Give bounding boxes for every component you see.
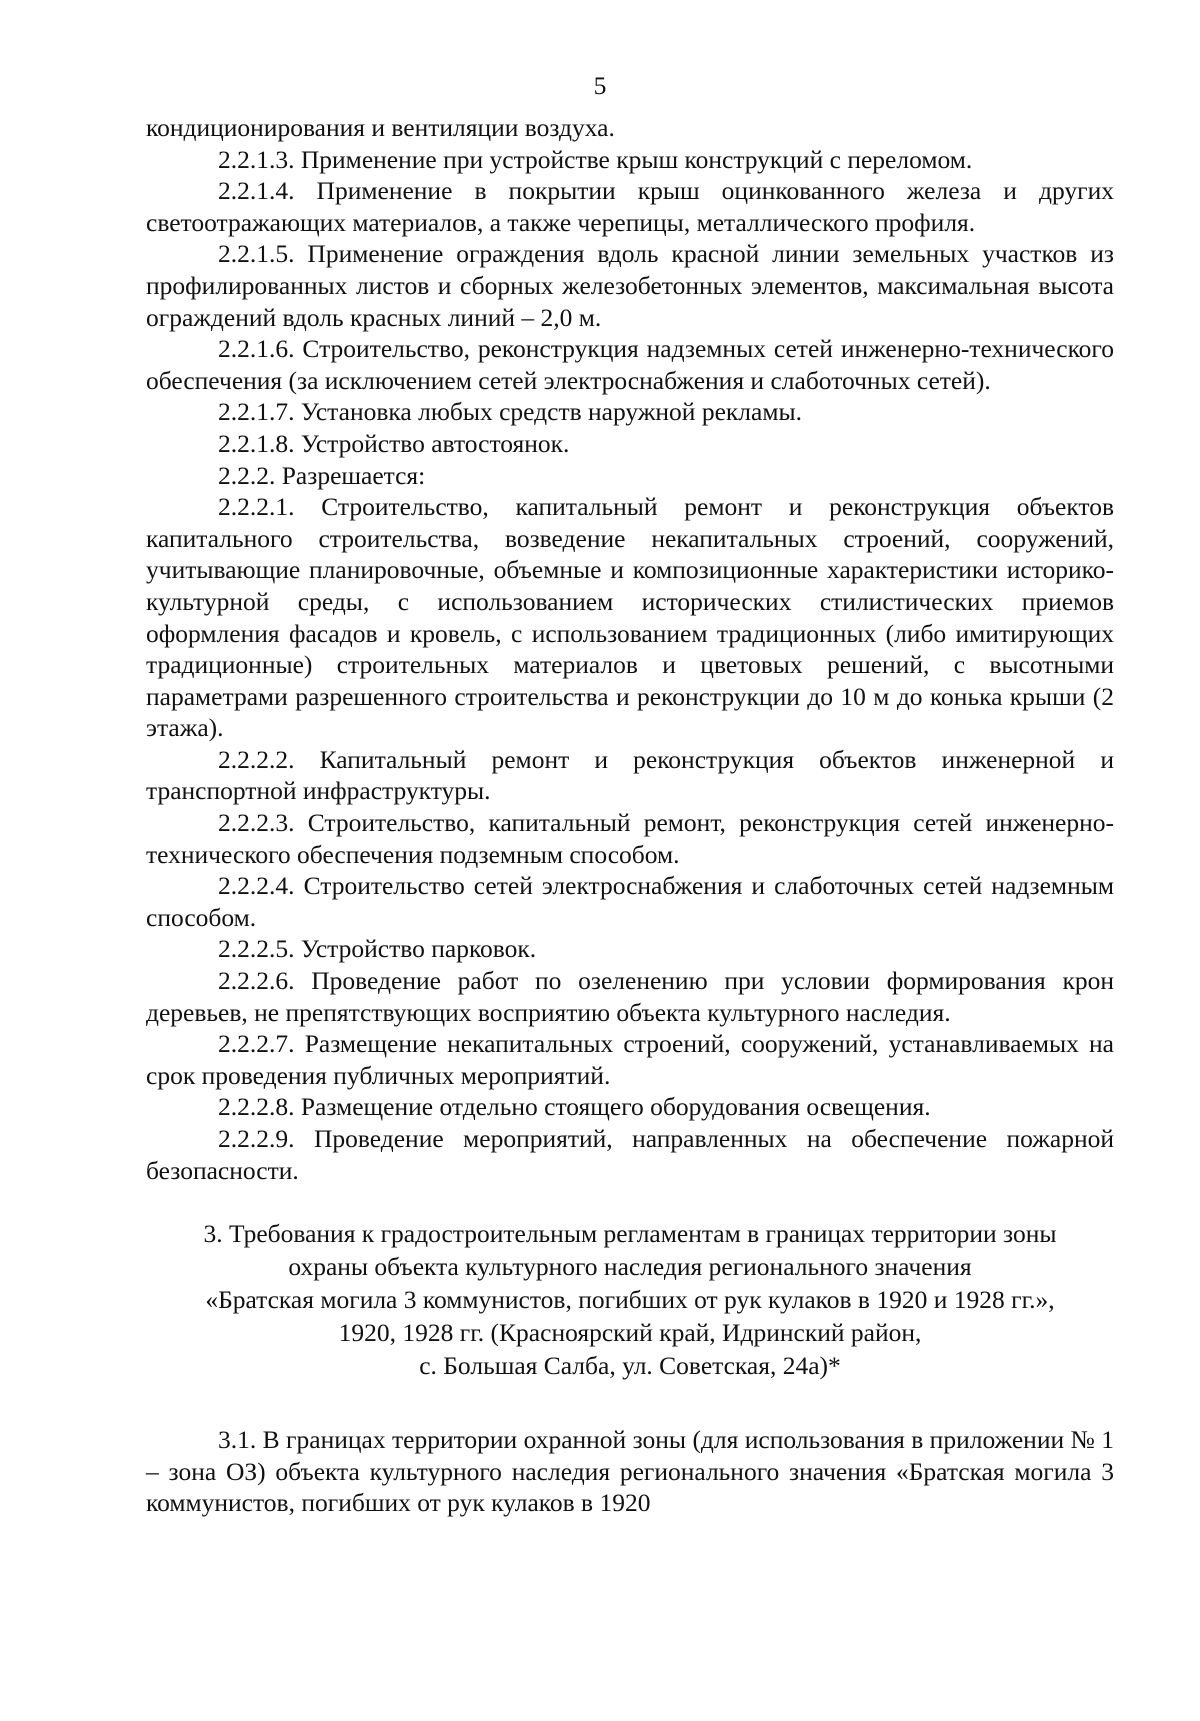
section-heading-line: охраны объекта культурного наследия регионального значения: [288, 1252, 972, 1282]
paragraph-2-2-2-9: 2.2.2.9. Проведение мероприятий, направленных на обеспечение пожарной безопасности.: [146, 1124, 1114, 1185]
paragraph-2-2-2: 2.2.2. Разрешается:: [218, 460, 426, 490]
section-heading: [146, 1217, 1114, 1382]
section-heading-line: с. Большая Салба, ул. Советская, 24а)*: [419, 1351, 841, 1381]
section-heading-line: 1920, 1928 гг. (Красноярский край, Идринский район,: [338, 1318, 922, 1348]
paragraph-2-2-2-4: 2.2.2.4. Строительство сетей электроснабжения и слаботочных сетей надземным способом.: [146, 871, 1114, 932]
paragraph-2-2-1-3: 2.2.1.3. Применение при устройстве крыш конструкций с переломом.: [218, 144, 973, 174]
paragraph-2-2-1-4: 2.2.1.4. Применение в покрытии крыш оцинкованного железа и других светоотражающих материалов, а также черепицы, металлического профиля.: [146, 176, 1114, 237]
section-heading-line: 3. Требования к градостроительным регламентам в границах территории зоны: [203, 1219, 1057, 1249]
section-heading-line: «Братская могила 3 коммунистов, погибших от рук кулаков в 1920 и 1928 гг.»,: [205, 1285, 1055, 1315]
paragraph-2-2-2-8: 2.2.2.8. Размещение отдельно стоящего оборудования освещения.: [218, 1092, 931, 1122]
page-number: 5: [593, 71, 607, 100]
paragraph-2-2-1-7: 2.2.1.7. Установка любых средств наружной рекламы.: [218, 397, 802, 427]
paragraph-2-2-1-5: 2.2.1.5. Применение ограждения вдоль красной линии земельных участков из профилированных листов и сборных железобетонных элементов, максимальная высота ограждений вдоль красных линий – 2,0 м.: [146, 239, 1114, 332]
paragraph-2-2-2-2: 2.2.2.2. Капитальный ремонт и реконструкция объектов инженерной и транспортной инфраструктуры.: [146, 744, 1114, 806]
paragraph-2-2-1-8: 2.2.1.8. Устройство автостоянок.: [218, 428, 570, 458]
paragraph-continuation: кондиционирования и вентиляции воздуха.: [146, 113, 615, 142]
paragraph-2-2-2-5: 2.2.2.5. Устройство парковок.: [218, 934, 537, 964]
paragraph-2-2-2-1: 2.2.2.1. Строительство, капитальный ремонт и реконструкция объектов капитального строительства, возведение некапитальных строений, сооружений, учитывающие планировочные, объемные и композиционные характеристики историко-культурной среды, с использованием исторических стилистических приемов оформления фасадов и кровель, с использованием традиционных (либо имитирующих традиционные) строительных материалов и цветовых решений, с высотными параметрами разрешенного строительства и реконструкции до 10 м до конька крыши (2 этажа).: [146, 492, 1114, 743]
paragraph-3-1: 3.1. В границах территории охранной зоны (для использования в приложении № 1 – зона ОЗ) объекта культурного наследия регионального значения «Братская могила 3 коммунистов, погибших от рук кулаков в 1920: [146, 1425, 1114, 1518]
paragraph-2-2-2-7: 2.2.2.7. Размещение некапитальных строений, сооружений, устанавливаемых на срок проведения публичных мероприятий.: [146, 1029, 1114, 1090]
paragraph-2-2-1-6: 2.2.1.6. Строительство, реконструкция надземных сетей инженерно-технического обеспечения (за исключением сетей электроснабжения и слаботочных сетей).: [146, 334, 1114, 395]
paragraph-2-2-2-6: 2.2.2.6. Проведение работ по озеленению при условии формирования крон деревьев, не препятствующих восприятию объекта культурного наследия.: [146, 966, 1114, 1027]
document-body: [146, 112, 1114, 1519]
paragraph-2-2-2-3: 2.2.2.3. Строительство, капитальный ремонт, реконструкция сетей инженерно-технического обеспечения подземным способом.: [146, 808, 1114, 869]
